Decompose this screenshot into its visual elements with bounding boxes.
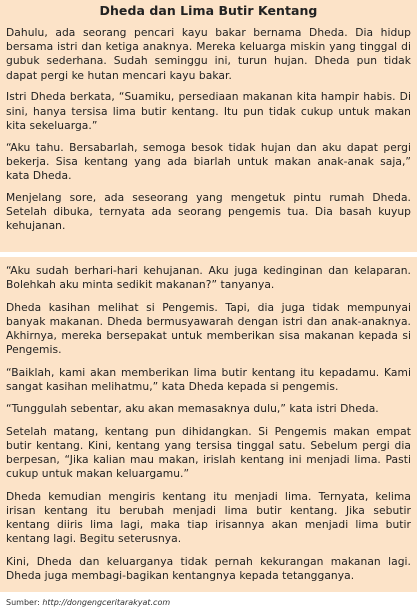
story-paragraph: Dheda kemudian mengiris kentang itu menjadi lima. Ternyata, kelima irisan kentang itu berubah menjadi lima butir kentang. Jika sebutir kentang diiris lima lagi, maka tiap irisannya akan menjadi lima butir kentang lagi. Begitu seterusnya.	[6, 489, 411, 546]
source-citation	[6, 597, 170, 608]
story-panel-bottom	[0, 257, 417, 592]
source-label: Sumber:	[6, 598, 40, 607]
story-paragraph: “Baiklah, kami akan memberikan lima butir kentang itu kepadamu. Kami sangat kasihan melihatmu,” kata Dheda kepada si pengemis.	[6, 365, 411, 393]
story-title: Dheda dan Lima Butir Kentang	[99, 3, 318, 18]
story-paragraph: “Tunggulah sebentar, aku akan memasaknya dulu,” kata istri Dheda.	[6, 402, 379, 416]
story-paragraph: “Aku tahu. Bersabarlah, semoga besok tidak hujan dan aku dapat pergi bekerja. Sisa kentang yang ada biarlah untuk makan anak-anak saja,” kata Dheda.	[6, 140, 411, 183]
story-paragraph: “Aku sudah berhari-hari kehujanan. Aku juga kedinginan dan kelaparan. Bolehkah aku minta sedikit makanan?” tanyanya.	[6, 264, 411, 292]
story-paragraph: Kini, Dheda dan keluarganya tidak pernah kekurangan makanan lagi. Dheda juga membagi-bagikan kentangnya kepada tetangganya.	[6, 554, 411, 582]
story-paragraph: Istri Dheda berkata, “Suamiku, persediaan makanan kita hampir habis. Di sini, hanya tersisa lima butir kentang. Itu pun tidak cukup untuk makan kita sekeluarga.”	[6, 90, 411, 132]
story-paragraph: Setelah matang, kentang pun dihidangkan. Si Pengemis makan empat butir kentang. Kini, kentang yang tersisa tinggal satu. Sebelum pergi dia berpesan, “Jika kalian mau makan, irislah kentang ini menjadi lima. Pasti cukup untuk makan keluargamu.”	[6, 424, 411, 481]
story-paragraph: Dheda kasihan melihat si Pengemis. Tapi, dia juga tidak mempunyai banyak makanan. Dheda bermusyawarah dengan istri dan anak-anaknya. Akhirnya, mereka bersepakat untuk memberikan sisa makanan kepada si Pengemis.	[6, 300, 411, 357]
story-paragraph: Menjelang sore, ada seseorang yang mengetuk pintu rumah Dheda. Setelah dibuka, ternyata ada seorang pengemis tua. Dia basah kuyup kehujanan.	[6, 190, 411, 233]
source-link[interactable]: http://dongengceritarakyat.com	[42, 598, 171, 607]
story-panel-top	[0, 0, 417, 252]
story-paragraph: Dahulu, ada seorang pencari kayu bakar bernama Dheda. Dia hidup bersama istri dan ketiga anaknya. Mereka keluarga miskin yang tinggal di gubuk sederhana. Sudah seminggu ini, turun hujan. Dheda pun tidak dapat pergi ke hutan mencari kayu bakar.	[6, 26, 411, 82]
